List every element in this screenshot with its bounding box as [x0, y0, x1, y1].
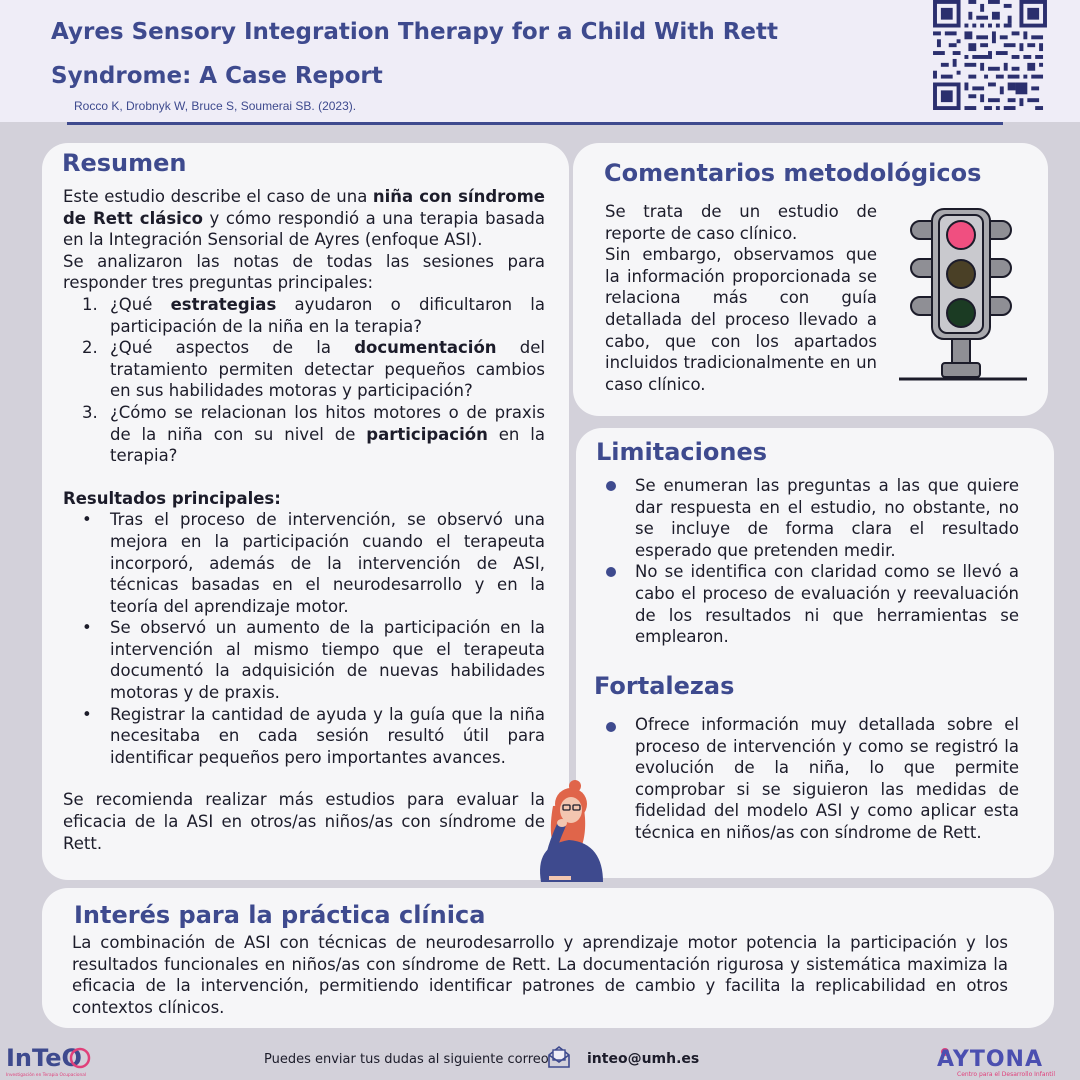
fortalezas-list — [606, 714, 1019, 844]
contact-text: Puedes enviar tus dudas al siguiente correo — [264, 1052, 549, 1067]
aytona-logo-icon[interactable] — [935, 1036, 1077, 1078]
limitaciones-card — [576, 428, 1054, 878]
limitaciones-heading: Limitaciones — [596, 438, 768, 466]
resumen-intro: Este estudio describe el caso de una niña con síndrome de Rett clásico y cómo respondió a una terapia basada en la Integración Sensorial de Ayres (enfoque ASI). — [63, 187, 545, 250]
inteo-logo-icon[interactable] — [6, 1042, 92, 1078]
svg-text:Centro para el Desarrollo Infa: Centro para el Desarrollo Infantil — [957, 1071, 1055, 1078]
interes-text: La combinación de ASI con técnicas de neurodesarrollo y aprendizaje motor potencia la participación y los resultados funcionales en niños/as con síndrome de Rett. La documentación rigurosa y sistemática maximiza la eficacia de la intervención, permitiendo identificar patrones de cambio y facilita la replicabilidad en otros contextos clínicos. — [72, 933, 1008, 1017]
metodologicos-card — [573, 143, 1048, 416]
fortalezas-heading: Fortalezas — [594, 672, 735, 700]
bullet-dot-icon — [606, 722, 616, 732]
bullet-dot-icon — [606, 567, 616, 577]
list-item: Se enumeran las preguntas a las que quiere dar respuesta en el estudio, no obstante, no se incluye de forma clara el resultado esperado que pretenden medir. — [606, 475, 1019, 561]
traffic-light-icon — [899, 207, 1029, 387]
list-item: 2. ¿Qué aspectos de la documentación del tratamiento permiten detectar pequeños cambios en sus habilidades motoras y participación? — [82, 338, 545, 401]
recommendation: Se recomienda realizar más estudios para evaluar la eficacia de la ASI en otros/as niños/as con síndrome de Rett. — [63, 790, 545, 853]
list-item: Ofrece información muy detallada sobre el proceso de intervención y como se registró la evolución de la niña, lo que permite comprobar si se siguieron las medidas de fidelidad del modelo ASI y como aplicar esta técnica en niños/as con síndrome de Rett. — [606, 714, 1019, 844]
list-item: • Registrar la cantidad de ayuda y la guía que la niña necesitaba en cada sesión resultó útil para identificar pequeños pero importantes avances. — [82, 704, 545, 767]
resumen-intro-2: Se analizaron las notas de todas las sesiones para responder tres preguntas principales: — [63, 251, 545, 293]
contact-email-link[interactable]: inteo@umh.es — [587, 1051, 700, 1067]
metodologicos-heading: Comentarios metodológicos — [604, 159, 982, 187]
header — [0, 0, 1080, 122]
svg-text:Investigación en Terapia Ocupa: Investigación en Terapia Ocupacional — [6, 1073, 87, 1078]
svg-text:AYTONA: AYTONA — [937, 1047, 1043, 1072]
list-item: 1. ¿Qué estrategias ayudaron o dificultaron la participación de la niña en la terapia? — [82, 294, 545, 336]
limitaciones-list — [606, 475, 1019, 648]
svg-text:InTeO: InTeO — [6, 1044, 82, 1072]
list-item: 3. ¿Cómo se relacionan los hitos motores o de praxis de la niña con su nivel de participación en la terapia? — [82, 402, 545, 466]
interes-card — [42, 888, 1054, 1028]
mail-icon — [546, 1045, 572, 1069]
resumen-card — [42, 143, 569, 880]
qr-code-icon[interactable] — [932, 0, 1048, 110]
resumen-heading: Resumen — [62, 149, 187, 177]
thinking-girl-icon — [527, 778, 613, 882]
bullet-dot-icon — [606, 481, 616, 491]
metodologicos-body — [605, 201, 877, 395]
header-divider — [67, 122, 1003, 125]
list-item: • Tras el proceso de intervención, se observó una mejora en la participación cuando el terapeuta incorporó, además de la intervención de ASI, técnicas basadas en el neurodesarrollo y en la teoría del aprendizaje motor. — [82, 510, 545, 616]
list-item: • Se observó un aumento de la participación en la intervención al mismo tiempo que el terapeuta documentó la adquisición de nuevas habilidades motoras y de praxis. — [82, 618, 545, 703]
interes-heading: Interés para la práctica clínica — [74, 901, 486, 929]
metodologicos-p2: Sin embargo, observamos que la información proporcionada se relaciona más con guía detallada del proceso llevado a cabo, que con los apartados incluidos tradicionalmente en un caso clínico. — [605, 245, 877, 394]
results-list — [63, 509, 545, 768]
resumen-body — [63, 186, 545, 854]
list-item: No se identifica con claridad como se llevó a cabo el proceso de evaluación y reevaluación de los resultados ni que herramientas se emplearon. — [606, 561, 1019, 647]
results-heading: Resultados principales: — [63, 488, 281, 508]
questions-list — [63, 294, 545, 467]
metodologicos-p1: Se trata de un estudio de reporte de caso clínico. — [605, 202, 877, 243]
authors-citation: Rocco K, Drobnyk W, Bruce S, Soumerai SB. (2023). — [74, 99, 357, 113]
page-title: Ayres Sensory Integration Therapy for a Child With Rett Syndrome: A Case Report — [51, 19, 778, 89]
